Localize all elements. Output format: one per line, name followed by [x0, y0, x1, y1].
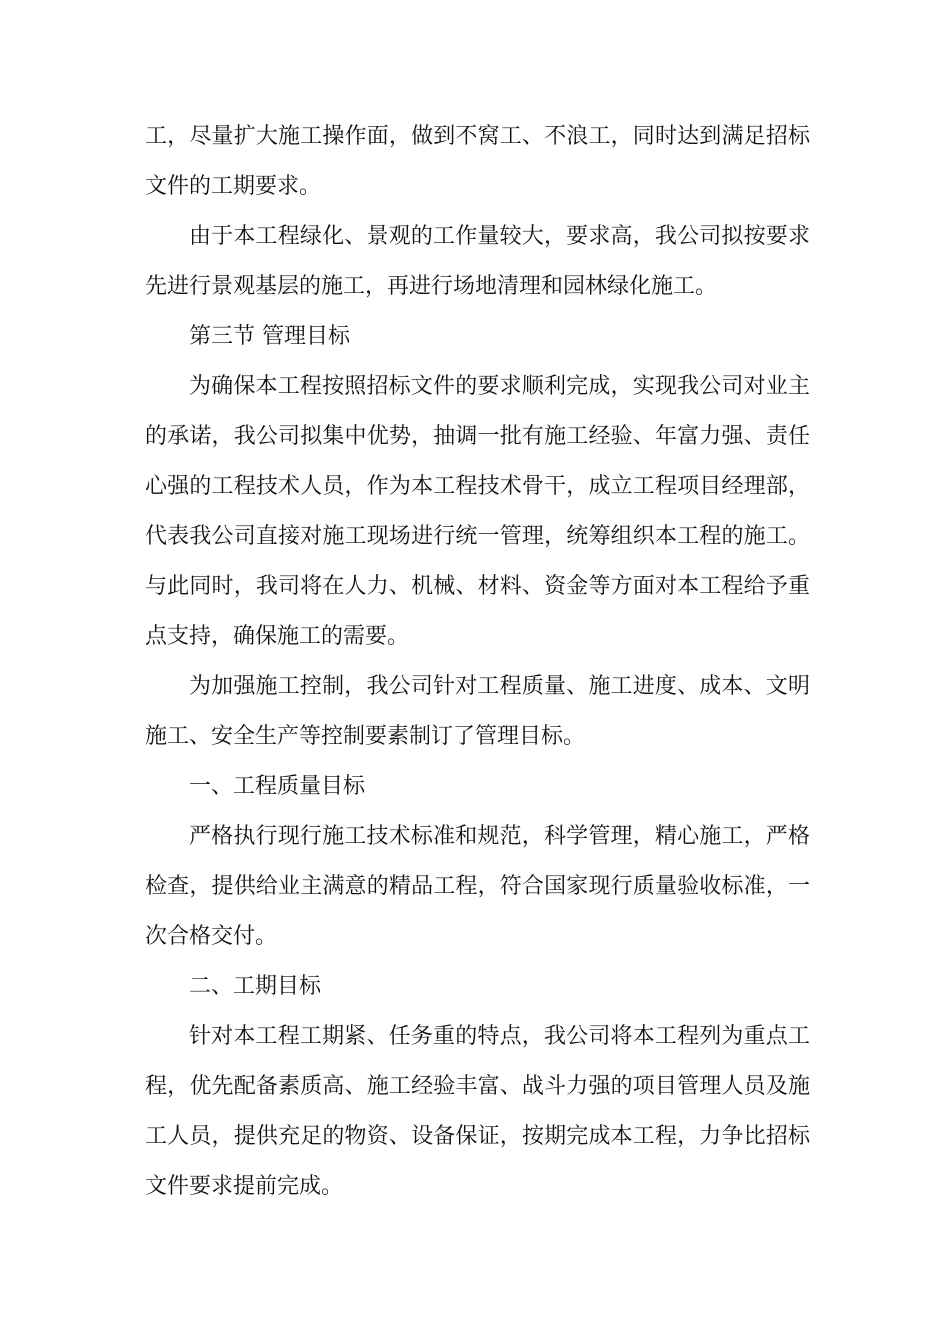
paragraph-control-targets: 为加强施工控制，我公司针对工程质量、施工进度、成本、文明施工、安全生产等控制要素制订了管理目标。 [145, 674, 810, 749]
paragraph-project-team: 为确保本工程按照招标文件的要求顺利完成，实现我公司对业主的承诺，我公司拟集中优势，抽调一批有施工经验、年富力强、责任心强的工程技术人员，作为本工程技术骨干，成立工程项目经理部，代表我公司直接对施工现场进行统一管理，统筹组织本工程的施工。与此同时，我司将在人力、机械、材料、资金等方面对本工程给予重点支持，确保施工的需要。 [145, 374, 810, 649]
document-body [145, 112, 810, 1212]
paragraph-landscape-plan: 由于本工程绿化、景观的工作量较大，要求高，我公司拟按要求先进行景观基层的施工，再进行场地清理和园林绿化施工。 [145, 224, 810, 299]
paragraph-schedule-goal: 针对本工程工期紧、任务重的特点，我公司将本工程列为重点工程，优先配备素质高、施工经验丰富、战斗力强的项目管理人员及施工人员，提供充足的物资、设备保证，按期完成本工程，力争比招标文件要求提前完成。 [145, 1024, 810, 1199]
subheading-schedule-goal: 二、工期目标 [189, 974, 322, 999]
section-heading-management-goals: 第三节 管理目标 [189, 324, 350, 349]
paragraph-continuation: 工，尽量扩大施工操作面，做到不窝工、不浪工，同时达到满足招标文件的工期要求。 [145, 124, 810, 199]
paragraph-quality-goal: 严格执行现行施工技术标准和规范，科学管理，精心施工，严格检查，提供给业主满意的精品工程，符合国家现行质量验收标准，一次合格交付。 [145, 824, 810, 949]
subheading-quality-goal: 一、工程质量目标 [189, 774, 366, 799]
